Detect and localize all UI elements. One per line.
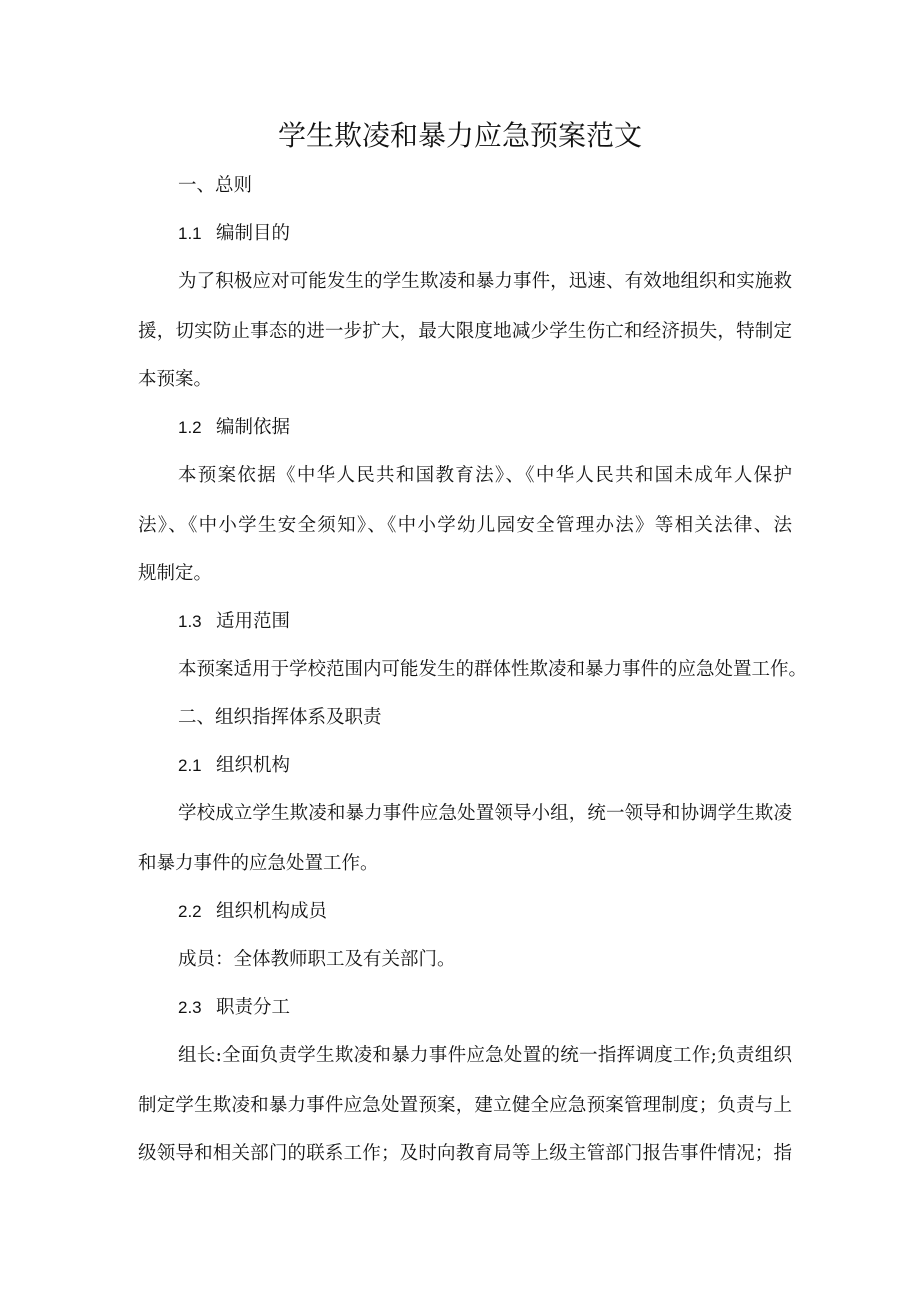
section-2-2-heading <box>178 897 327 927</box>
section-1-2-heading <box>178 413 290 443</box>
document-title: 学生欺凌和暴力应急预案范文 <box>277 119 642 152</box>
paragraph-line: 为了积极应对可能发生的学生欺凌和暴力事件，迅速、有效地组织和实施救 <box>178 271 792 292</box>
section-1-heading: 一、总则 <box>178 175 253 196</box>
section-title: 适用范围 <box>216 611 291 632</box>
section-number: 1.3 <box>178 612 202 631</box>
section-number: 2.1 <box>178 756 202 775</box>
section-1-1-heading <box>178 219 290 249</box>
section-number: 2.2 <box>178 902 202 921</box>
paragraph-line: 本预案依据《中华人民共和国教育法》、《中华人民共和国未成年人保护 <box>178 465 792 486</box>
section-title: 组织机构成员 <box>216 901 328 922</box>
section-2-1-heading <box>178 751 290 781</box>
paragraph-line: 法》、《中小学生安全须知》、《中小学幼儿园安全管理办法》等相关法律、法 <box>138 515 792 536</box>
section-title: 编制依据 <box>216 417 291 438</box>
section-2-heading: 二、组织指挥体系及职责 <box>178 707 382 728</box>
section-number: 1.2 <box>178 418 202 437</box>
paragraph-line: 援，切实防止事态的进一步扩大，最大限度地减少学生伤亡和经济损失，特制定 <box>138 321 792 342</box>
paragraph-line: 制定学生欺凌和暴力事件应急处置预案，建立健全应急预案管理制度；负责与上 <box>138 1095 792 1116</box>
paragraph-line: 级领导和相关部门的联系工作；及时向教育局等上级主管部门报告事件情况；指 <box>138 1143 792 1164</box>
paragraph-line: 成员：全体教师职工及有关部门。 <box>178 949 456 970</box>
section-number: 2.3 <box>178 998 202 1017</box>
paragraph-line: 和暴力事件的应急处置工作。 <box>138 853 379 874</box>
paragraph-line: 组长:全面负责学生欺凌和暴力事件应急处置的统一指挥调度工作;负责组织 <box>178 1045 792 1066</box>
paragraph-line: 本预案适用于学校范围内可能发生的群体性欺凌和暴力事件的应急处置工作。 <box>178 659 808 680</box>
section-number: 1.1 <box>178 224 202 243</box>
section-1-3-heading <box>178 607 290 637</box>
paragraph-line: 规制定。 <box>138 563 213 584</box>
section-title: 组织机构 <box>216 755 291 776</box>
section-title: 职责分工 <box>216 997 291 1018</box>
paragraph-line: 学校成立学生欺凌和暴力事件应急处置领导小组，统一领导和协调学生欺凌 <box>178 803 792 824</box>
section-2-3-heading <box>178 993 290 1023</box>
section-title: 编制目的 <box>216 223 291 244</box>
paragraph-line: 本预案。 <box>138 369 213 390</box>
